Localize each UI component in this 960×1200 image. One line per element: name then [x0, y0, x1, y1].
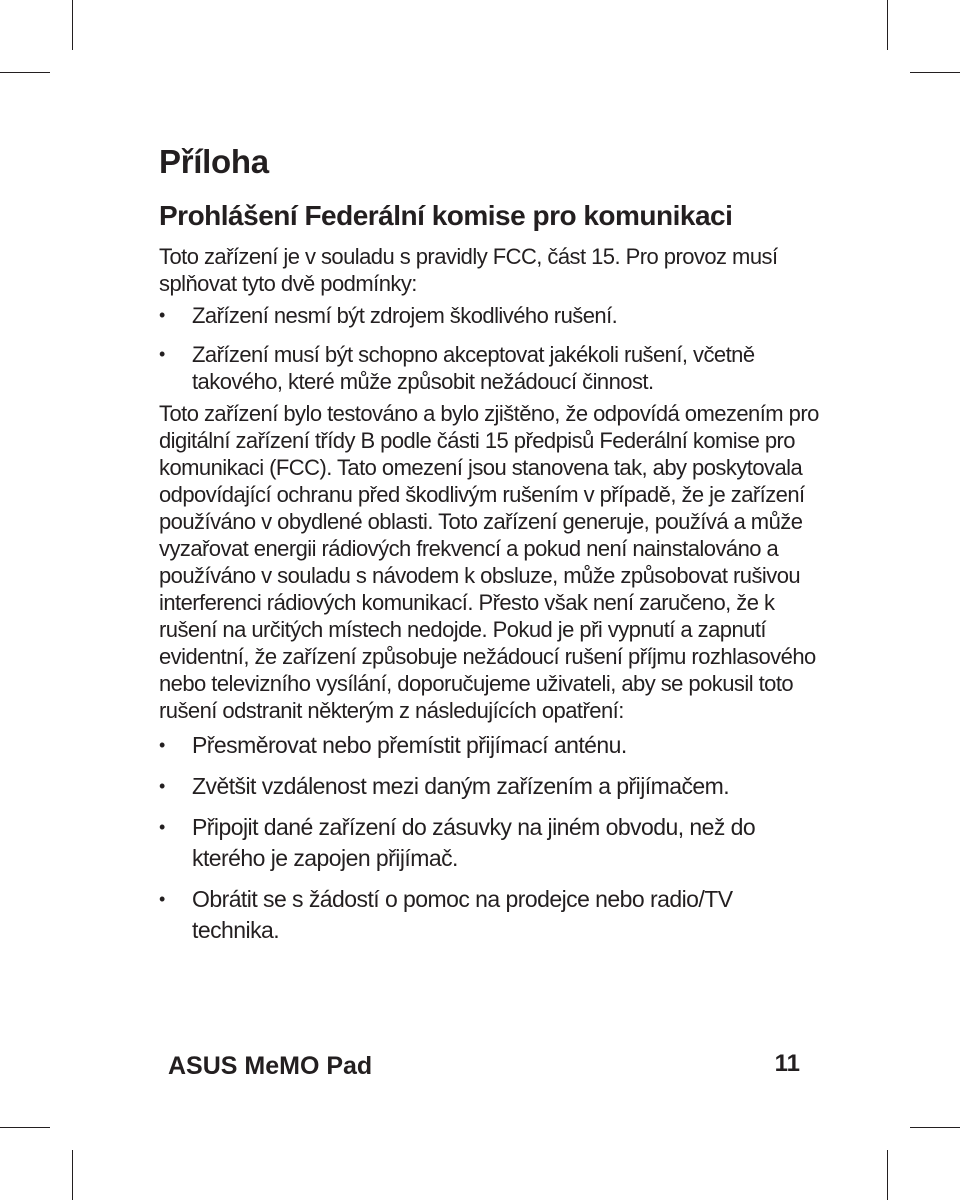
measure-text: Obrátit se s žádostí o pomoc na prodejce nebo radio/TV technika. [192, 886, 733, 943]
measure-item [159, 884, 819, 946]
footer-product-name: ASUS MeMO Pad [168, 1052, 373, 1080]
crop-mark-bottom-left-vertical [72, 1150, 73, 1200]
crop-mark-top-left-vertical [72, 0, 73, 50]
crop-mark-bottom-left-horizontal [0, 1127, 50, 1128]
crop-mark-top-left-horizontal [0, 72, 50, 73]
bullet-icon: • [159, 305, 165, 325]
measure-item [159, 771, 819, 802]
body-paragraph: Toto zařízení bylo testováno a bylo zjištěno, že odpovídá omezením pro digitální zařízení třídy B podle části 15 předpisů Federální komise pro komunikaci (FCC). Tato omezení jsou stanovena tak, aby poskytovala odpovídající ochranu před škodlivým rušením v případě, že je zařízení používáno v obydlené oblasti. Toto zařízení generuje, používá a může vyzařovat energii rádiových frekvencí a pokud není nainstalováno a používáno v souladu s návodem k obsluze, může způsobovat rušivou interferenci rádiových komunikací. Přesto však není zaručeno, že k rušení na určitých místech nedojde. Pokud je při vypnutí a zapnutí evidentní, že zařízení způsobuje nežádoucí rušení příjmu rozhlasového nebo televizního vysílání, doporučujeme uživateli, aby se pokusil toto rušení odstranit některým z následujících opatření: [159, 401, 819, 723]
measure-text: Přesměrovat nebo přemístit přijímací anténu. [192, 732, 627, 758]
bullet-icon: • [159, 735, 165, 755]
condition-text: Zařízení nesmí být zdrojem škodlivého rušení. [192, 303, 618, 328]
crop-mark-top-right-vertical [887, 0, 888, 50]
measures-list [159, 730, 819, 946]
crop-mark-bottom-right-vertical [887, 1150, 888, 1200]
bullet-icon: • [159, 344, 165, 364]
document-body [159, 243, 819, 946]
bullet-icon: • [159, 776, 165, 796]
measure-item [159, 730, 819, 761]
section-heading: Prohlášení Federální komise pro komunikaci [159, 200, 733, 231]
conditions-list [159, 302, 819, 395]
measure-text: Připojit dané zařízení do zásuvky na jiném obvodu, než do kterého je zapojen přijímač. [192, 814, 756, 871]
bullet-icon: • [159, 889, 165, 909]
bullet-icon: • [159, 817, 165, 837]
crop-mark-top-right-horizontal [910, 72, 960, 73]
condition-text: Zařízení musí být schopno akceptovat jakékoli rušení, včetně takového, které může způsobit nežádoucí činnost. [192, 342, 755, 394]
page-title: Příloha [159, 143, 269, 180]
footer-page-number: 11 [774, 1050, 800, 1077]
condition-item [159, 302, 819, 329]
condition-item [159, 341, 819, 395]
measure-text: Zvětšit vzdálenost mezi daným zařízením a přijímačem. [192, 773, 730, 799]
measure-item [159, 812, 819, 874]
crop-mark-bottom-right-horizontal [910, 1127, 960, 1128]
intro-paragraph: Toto zařízení je v souladu s pravidly FCC, část 15. Pro provoz musí splňovat tyto dvě podmínky: [159, 244, 778, 296]
